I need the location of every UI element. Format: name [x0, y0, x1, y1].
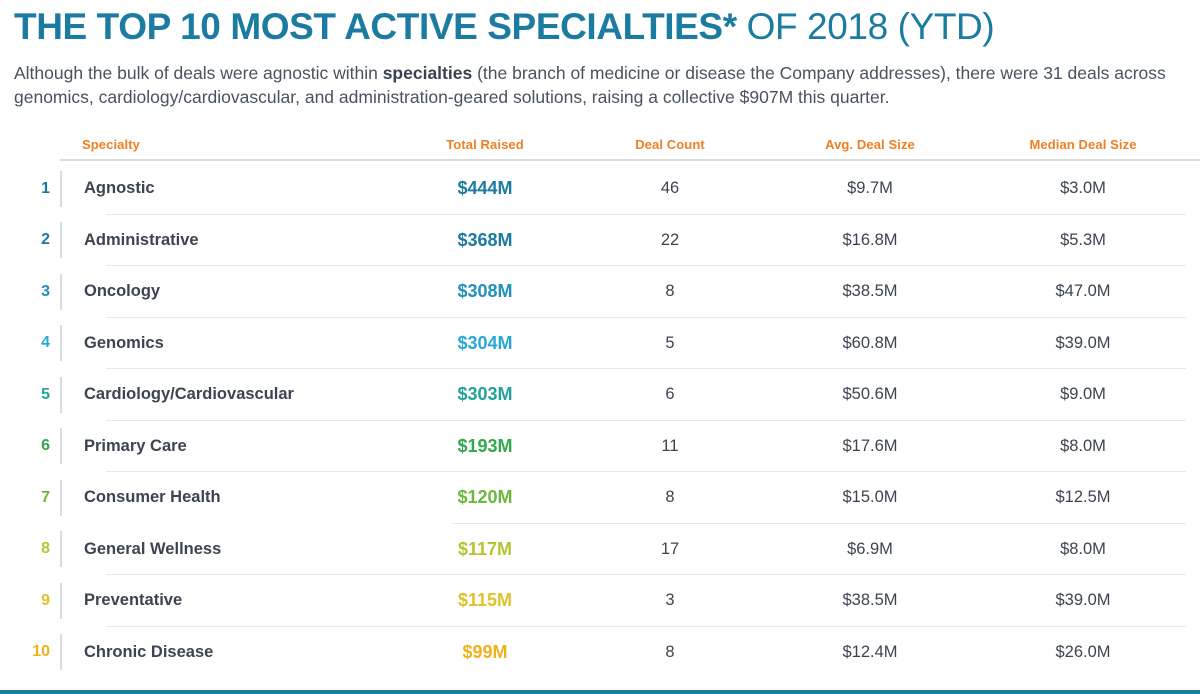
row-deal-count: 6	[665, 385, 675, 403]
row-deal-count: 17	[660, 539, 680, 558]
row-total-raised: $304M	[457, 332, 513, 353]
table-row	[14, 575, 1186, 626]
row-median-deal-size: $9.0M	[1060, 385, 1106, 403]
row-median-deal-size: $8.0M	[1060, 436, 1106, 455]
row-rank: 7	[41, 488, 50, 506]
page-title-suffix: OF 2018 (YTD)	[736, 6, 995, 47]
row-specialty: Oncology	[60, 274, 390, 310]
table-row	[14, 215, 1186, 266]
table-row	[14, 369, 1186, 420]
row-avg-deal-size: $50.6M	[842, 385, 898, 403]
row-rank: 2	[41, 231, 50, 248]
table-body	[14, 163, 1186, 677]
row-avg-deal-size: $12.4M	[842, 642, 898, 661]
row-median-deal-size: $3.0M	[1060, 179, 1106, 197]
row-median-deal-size: $5.3M	[1060, 230, 1106, 249]
row-avg-deal-size: $16.8M	[842, 230, 898, 249]
row-specialty: Consumer Health	[60, 480, 390, 516]
row-total-raised: $99M	[462, 641, 508, 662]
row-avg-deal-size: $9.7M	[847, 179, 893, 197]
intro-part-2: (the branch of medicine or disease the Company addresses), there were 31 deals across genomics, cardiology/cardiovascular, and administration-geared solutions, raising a collective $907M this quarter.	[14, 63, 1166, 107]
row-rank: 3	[41, 282, 50, 300]
intro-part-1: Although the bulk of deals were agnostic within	[14, 63, 383, 83]
row-specialty: Genomics	[60, 325, 390, 361]
table-header-row	[14, 125, 1186, 159]
row-total-raised: $368M	[457, 229, 513, 250]
row-specialty: Primary Care	[60, 428, 390, 464]
row-specialty: Preventative	[60, 583, 390, 619]
table-row	[14, 627, 1186, 678]
row-avg-deal-size: $15.0M	[842, 488, 898, 506]
header-total-raised: Total Raised	[446, 137, 524, 153]
row-rank: 5	[41, 385, 50, 403]
header-specialty: Specialty	[82, 137, 140, 153]
row-avg-deal-size: $60.8M	[842, 333, 898, 352]
table-row	[14, 163, 1186, 214]
row-avg-deal-size: $38.5M	[842, 282, 898, 300]
row-total-raised: $117M	[457, 538, 513, 559]
row-rank: 8	[41, 540, 50, 557]
row-deal-count: 46	[660, 179, 680, 197]
row-deal-count: 8	[665, 488, 675, 506]
row-median-deal-size: $8.0M	[1060, 539, 1106, 558]
header-deal-count: Deal Count	[635, 137, 705, 153]
table-row	[14, 266, 1186, 317]
row-specialty: Agnostic	[60, 171, 390, 207]
row-deal-count: 5	[665, 333, 675, 352]
row-avg-deal-size: $38.5M	[842, 591, 898, 609]
row-specialty: Chronic Disease	[60, 634, 390, 670]
row-rank: 9	[41, 591, 50, 609]
intro-paragraph	[14, 62, 1186, 109]
header-avg-deal-size: Avg. Deal Size	[825, 137, 915, 153]
table-row	[14, 318, 1186, 369]
footer-rule	[0, 690, 1200, 694]
row-rank: 4	[41, 334, 50, 351]
row-total-raised: $120M	[457, 487, 513, 507]
specialties-table	[14, 125, 1186, 677]
row-rank: 10	[32, 643, 50, 660]
row-median-deal-size: $39.0M	[1055, 591, 1111, 609]
row-total-raised: $193M	[457, 435, 513, 456]
row-total-raised: $308M	[457, 281, 513, 301]
row-specialty: Administrative	[60, 222, 390, 258]
table-row	[14, 524, 1186, 575]
row-total-raised: $303M	[457, 384, 513, 404]
row-deal-count: 22	[660, 230, 680, 249]
header-underline	[60, 159, 1200, 161]
table-row	[14, 472, 1186, 523]
row-deal-count: 11	[661, 436, 679, 455]
row-deal-count: 8	[665, 642, 675, 661]
row-median-deal-size: $47.0M	[1055, 282, 1111, 300]
row-deal-count: 3	[665, 591, 675, 609]
intro-bold-term: specialties	[382, 63, 473, 83]
row-median-deal-size: $26.0M	[1055, 642, 1111, 661]
row-rank: 1	[41, 179, 50, 197]
row-specialty: Cardiology/Cardiovascular	[60, 377, 390, 413]
table-row	[14, 421, 1186, 472]
row-total-raised: $444M	[457, 178, 513, 198]
header-median-deal-size: Median Deal Size	[1029, 137, 1137, 153]
row-avg-deal-size: $17.6M	[842, 436, 898, 455]
page-title	[14, 0, 1186, 48]
row-rank: 6	[41, 437, 50, 454]
page-title-main: THE TOP 10 MOST ACTIVE SPECIALTIES*	[14, 6, 737, 47]
row-specialty: General Wellness	[60, 531, 390, 567]
row-median-deal-size: $12.5M	[1055, 488, 1111, 506]
row-total-raised: $115M	[457, 590, 513, 610]
row-deal-count: 8	[665, 282, 675, 300]
row-avg-deal-size: $6.9M	[847, 539, 893, 558]
row-median-deal-size: $39.0M	[1055, 333, 1111, 352]
